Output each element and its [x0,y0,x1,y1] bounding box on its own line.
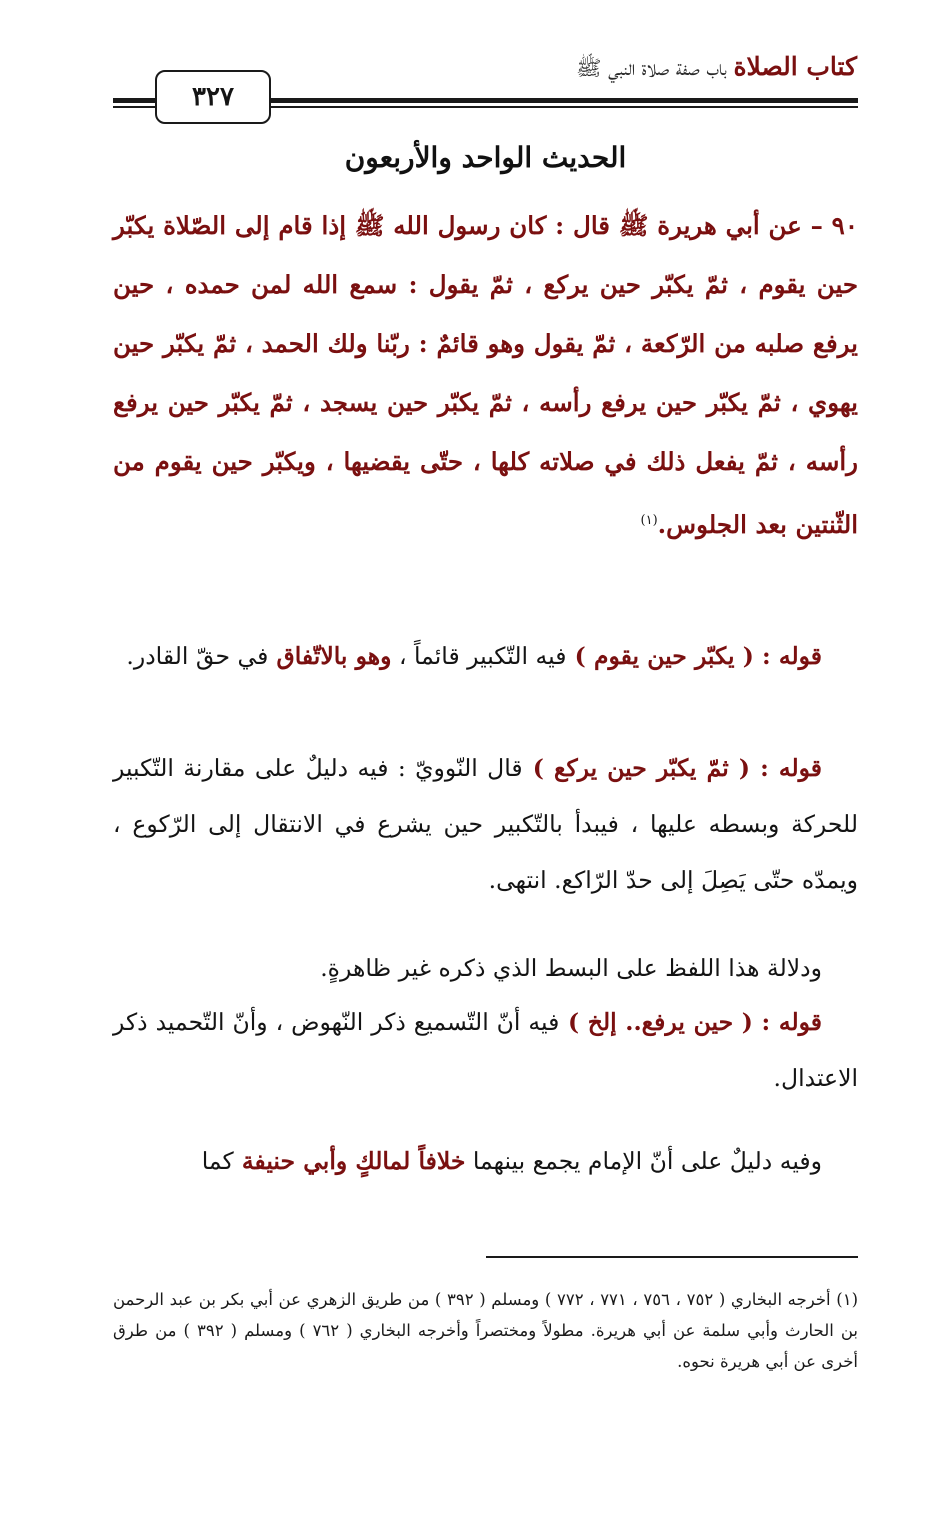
running-header [576,52,857,86]
quote-fragment: قوله : ( حين يرفع.. إلخ ) [559,1008,823,1036]
footnote-reference: (١) [640,513,658,528]
text-fragment: فيه أنّ التّسميع ذكر النّهوض ، وأنّ التّحميد ذكر الاعتدال. [113,1008,858,1092]
footnote-text: (١) أخرجه البخاري ( ٧٥٢ ، ٧٥٦ ، ٧٧١ ، ٧٧٢ ) ومسلم ( ٣٩٢ ) من طريق الزهري عن أبي بكر بن عبد الرحمن بن الحارث وأبي سلمة عن أبي هريرة. مطولاً ومختصراً وأخرجه البخاري ( ٧٦٢ ) ومسلم ( ٣٩٢ ) من طرق أخرى عن أبي هريرة نحوه. [113,1290,859,1371]
text-fragment: فيه التّكبير قائماً ، [391,642,567,670]
commentary-paragraph-1 [113,628,858,684]
text-fragment: قال النّوويّ : فيه دليلٌ على مقارنة التّكبير للحركة وبسطه عليها ، فيبدأ بالتّكبير حين يشرع في الانتقال إلى الرّكوع ، ويمدّه حتّى يَصِلَ إلى حدّ الرّاكع. انتهى. [113,754,858,894]
text-fragment: كما [201,1147,234,1175]
hadith-text-block [113,196,858,554]
text-fragment: في حقّ القادر. [126,642,269,670]
hadith-heading: الحديث الواحد والأربعون [344,141,627,174]
footnote-separator [486,1256,858,1258]
quote-fragment: وهو بالاتّفاق [268,642,392,670]
chapter-title: باب صفة صلاة النبي ﷺ [576,56,727,80]
text-fragment: وفيه دليلٌ على أنّ الإمام يجمع بينهما [465,1147,822,1175]
quote-fragment: قوله : ( ثمّ يكبّر حين يركع ) [522,754,822,782]
page-number: ٣٢٧ [192,82,234,112]
commentary-paragraph-4 [113,994,858,1106]
quote-fragment: خلافاً لمالكٍ وأبي حنيفة [233,1147,466,1175]
commentary-paragraph-2 [113,740,858,908]
hadith-text: ٩٠ – عن أبي هريرة ﷺ قال : كان رسول الله ﷺ إذا قام إلى الصّلاة يكبّر حين يقوم ، ثمّ يكبّر حين يركع ، ثمّ يقول : سمع الله لمن حمده ، حين يرفع صلبه من الرّكعة ، ثمّ يقول وهو قائمٌ : ربّنا ولك الحمد ، ثمّ يكبّر حين يهوي ، ثمّ يكبّر حين يرفع رأسه ، ثمّ يكبّر حين يسجد ، ثمّ يكبّر حين يرفع رأسه ، ثمّ يفعل ذلك في صلاته كلها ، حتّى يقضيها ، ويكبّر حين يقوم من الثّنتين بعد الجلوس. [113,211,858,540]
commentary-paragraph-3 [113,940,858,996]
book-title: كتاب الصلاة [733,52,857,81]
commentary-paragraph-5 [113,1133,858,1189]
quote-fragment: قوله : ( يكبّر حين يقوم ) [566,642,822,670]
page-number-box [155,70,271,124]
text-fragment: ودلالة هذا اللفظ على البسط الذي ذكره غير ظاهرةٍ. [320,954,822,982]
